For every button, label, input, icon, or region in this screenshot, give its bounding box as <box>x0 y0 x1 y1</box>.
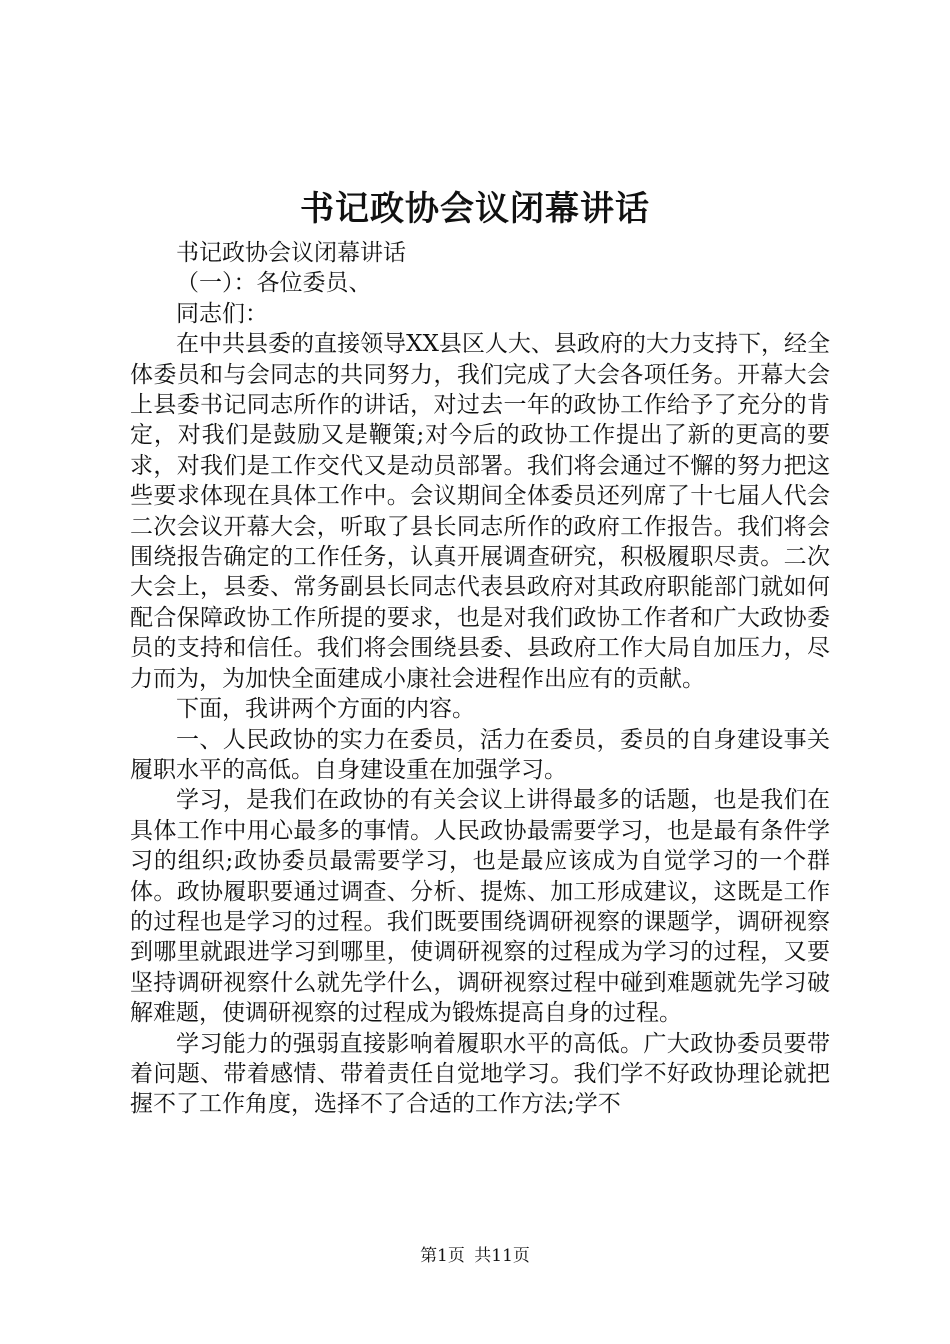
salutation-paragraph: 同志们： <box>176 300 268 327</box>
body-paragraph: 在中共县委的直接领导XX县区人大、县政府的大力支持下，经全体委员和与会同志的共同努力，我们完成了大会各项任务。开幕大会上县委书记同志所作的讲话，对过去一年的政协工作给予了充分的肯定，对我们是鼓励又是鞭策;对今后的政协工作提出了新的更高的要求，对我们是工作交代又是动员部署。我们将会通过不懈的努力把这些要求体现在具体工作中。会议期间全体委员还列席了十七届人代会二次会议开幕大会，听取了县长同志所作的政府工作报告。我们将会围绕报告确定的工作任务，认真开展调查研究，积极履职尽责。二次大会上，县委、常务副县长同志代表县政府对其政府职能部门就如何配合保障政协工作所提的要求，也是对我们政协工作者和广大政协委员的支持和信任。我们将会围绕县委、县政府工作大局自加压力，尽力而为，为加快全面建成小康社会进程作出应有的贡献。 <box>130 331 830 692</box>
body-paragraph: 学习，是我们在政协的有关会议上讲得最多的话题，也是我们在具体工作中用心最多的事情。人民政协最需要学习，也是最有条件学习的组织;政协委员最需要学习，也是最应该成为自觉学习的一个群体。政协履职要通过调查、分析、提炼、加工形成建议，这既是工作的过程也是学习的过程。我们既要围绕调研视察的课题学，调研视察到哪里就跟进学习到哪里，使调研视察的过程成为学习的过程，又要坚持调研视察什么就先学什么，调研视察过程中碰到难题就先学习破解难题，使调研视察的过程成为锻炼提高自身的过程。 <box>130 787 830 1027</box>
document-title: 书记政协会议闭幕讲话 <box>300 189 650 229</box>
body-paragraph: 下面，我讲两个方面的内容。 <box>176 696 475 723</box>
section-heading-paragraph: 一、人民政协的实力在委员，活力在委员，委员的自身建设事关履职水平的高低。自身建设重在加强学习。 <box>130 726 830 783</box>
page-total: 共11页 <box>474 1246 530 1266</box>
subtitle-paragraph: 书记政协会议闭幕讲话 <box>176 240 406 266</box>
document-body <box>130 238 830 1120</box>
salutation-paragraph: （一）：各位委员、 <box>176 270 372 297</box>
body-paragraph: 学习能力的强弱直接影响着履职水平的高低。广大政协委员要带着问题、带着感情、带着责任自觉地学习。我们学不好政协理论就把握不了工作角度，选择不了合适的工作方法;学不 <box>130 1030 830 1118</box>
page-number: 第1页 <box>420 1246 465 1266</box>
page-footer <box>0 1244 950 1268</box>
